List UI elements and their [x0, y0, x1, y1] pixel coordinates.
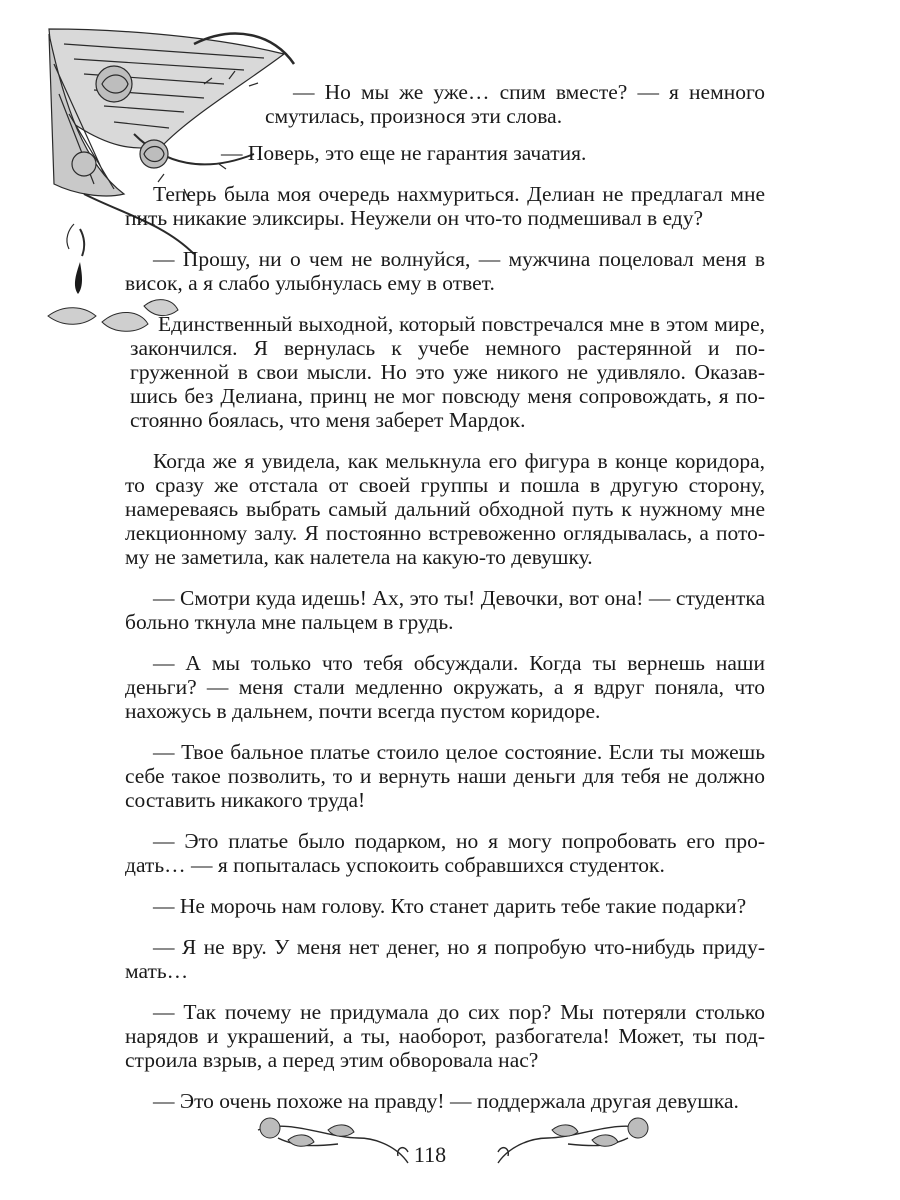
paragraph: Теперь была моя очередь нахмуриться. Делиан не предлагал мне пить никакие эликсиры. Неужели он что-то подмешивал в еду? [125, 182, 765, 230]
body-text [125, 80, 765, 1130]
paragraph: — Я не вру. У меня нет денег, но я попробую что-нибудь придумать… [125, 935, 765, 983]
paragraph: — Поверь, это еще не гарантия зачатия. [221, 141, 587, 165]
paragraph: — Это очень похоже на правду! — поддержала другая девушка. [153, 1089, 739, 1113]
paragraph: — Это платье было подарком, но я могу попробовать его продать… — я попыталась успокоить собравшихся студенток. [125, 829, 765, 877]
paragraph: — Но мы же уже… спим вместе? — я немного смутилась, произнося эти слова. [265, 80, 765, 128]
page-number: 118 [413, 1142, 447, 1167]
paragraph: Когда же я увидела, как мелькнула его фигура в конце коридора, то сразу же отстала от своей группы и пошла в другую сторону, намереваясь выбрать самый дальний обходной путь к нужному мне лекционному залу. Я постоянно встревоженно оглядывалась, а потому не заметила, как налетела на какую-то девушку. [125, 449, 765, 569]
paragraph: — Прошу, ни о чем не волнуйся, — мужчина поцеловал меня в висок, а я слабо улыбнулась ему в ответ. [125, 247, 765, 295]
paragraph: — Так почему не придумала до сих пор? Мы потеряли столько нарядов и украшений, а ты, наоборот, разбогатела! Может, ты подстроила взрыв, а перед этим обворовала нас? [125, 1000, 765, 1072]
paragraph: — А мы только что тебя обсуждали. Когда ты вернешь наши деньги? — меня стали медленно окружать, а я вдруг поняла, что нахожусь в дальнем, почти всегда пустом коридоре. [125, 651, 765, 723]
paragraph: — Твое бальное платье стоило целое состояние. Если ты можешь себе такое позволить, то и вернуть наши деньги для тебя не должно составить никакого труда! [125, 740, 765, 812]
paragraph: Единственный выходной, который повстречался мне в этом мире, закончился. Я вернулась к учебе немного растерянной и погруженной в свои мысли. Но это уже никого не удивляло. Оказавшись без Делиана, принц не мог повсюду меня сопровождать, я постоянно боялась, что меня заберет Мардок. [130, 312, 765, 432]
paragraph: — Смотри куда идешь! Ах, это ты! Девочки, вот она! — студентка больно ткнула мне пальцем в грудь. [125, 586, 765, 634]
paragraph: — Не морочь нам голову. Кто станет дарить тебе такие подарки? [153, 894, 747, 918]
